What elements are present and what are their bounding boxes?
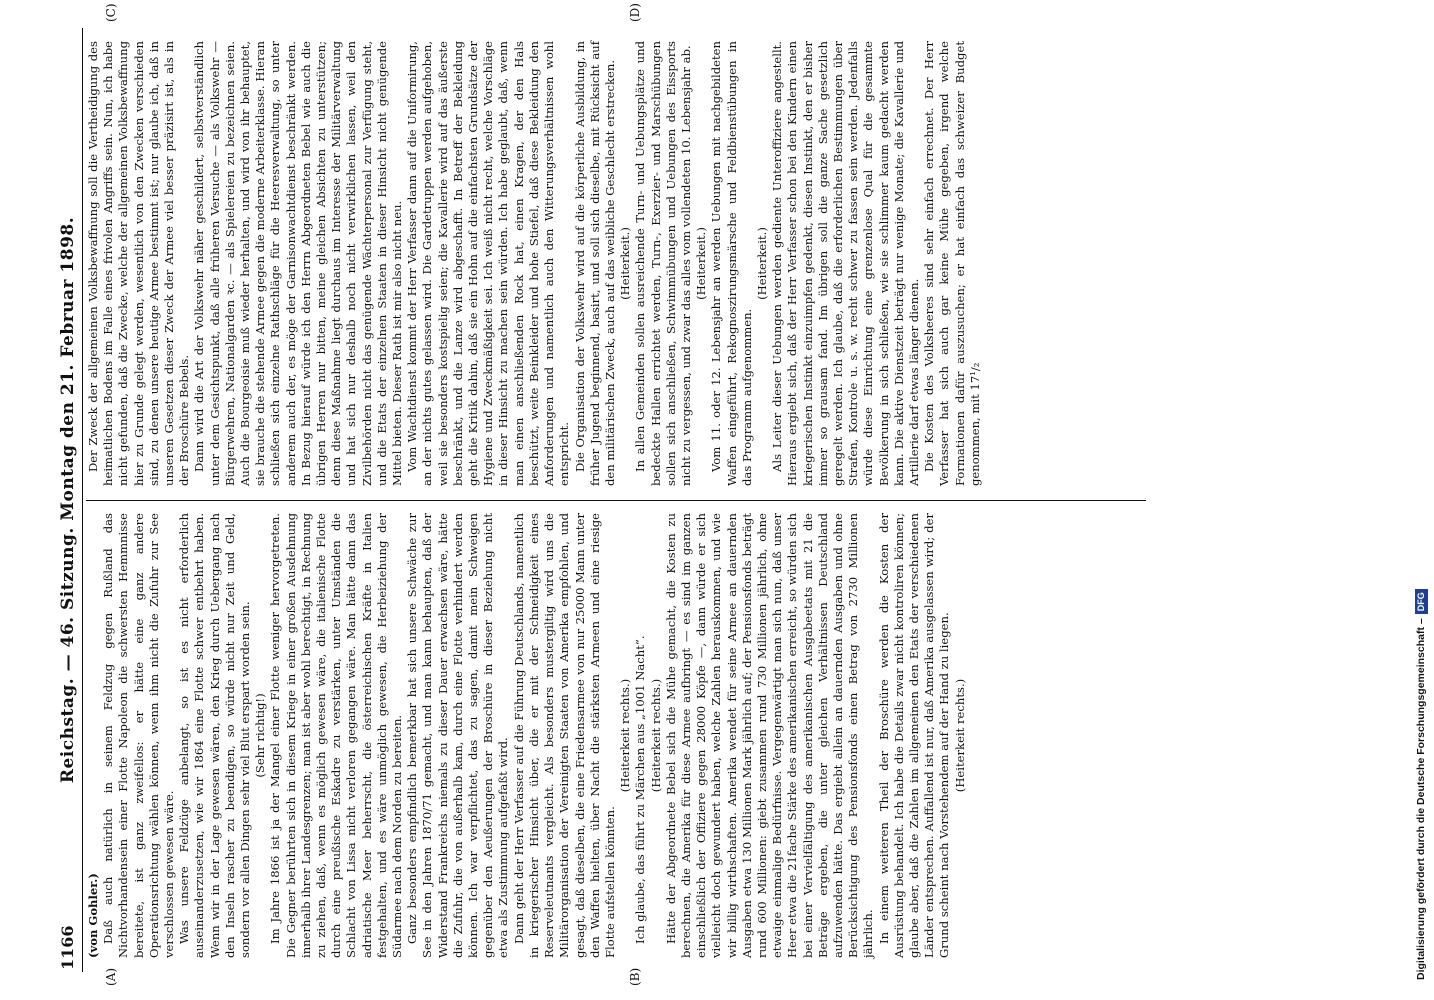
left-column	[86, 513, 968, 958]
paragraph: In einem weiteren Theil der Broschüre werden die Kosten der Ausrüstung behandelt. Ich habe die Details zwar nicht kontroliren können; glaube aber, daß die Zahlen im allgemeinen den Etats der verschiedenen Länder entsprechen. Auffallend ist nur, daß Amerika ausgelassen wird; der Grund scheint nach Vorstehendem auf der Hand zu liegen.	[876, 513, 952, 958]
paragraph: Daß auch natürlich in seinem Feldzug gegen Rußland das Nichtvorhandensein einer Flotte Napoleon die schwersten Hemmnisse bereitete, ist ganz zweifellos: er hätte eine ganz andere Operationsrichtung wählen können, wenn ihm nicht die Zufuhr zur See verschlossen gewesen wäre.	[101, 513, 177, 958]
paragraph: Im Jahre 1866 ist ja der Mangel einer Flotte weniger hervorgetreten. Die Gegner berührten sich in diesem Kriege in einer großen Ausdehnung innerhalb ihrer Landesgrenzen; man ist aber wohl berechtigt, in Rechnung zu ziehen, daß, wenn es möglich gewesen wäre, die italienische Flotte durch eine preußische Eskadre zu verstärken, unter Umständen die Schlacht von Lissa nicht verloren gegangen wäre. Man hätte dann das adriatische Meer beherrscht, die österreichischen Kräfte in Italien festgehalten, und es wäre unmöglich gewesen, die Herbeiziehung der Südarmee nach dem Norden zu bereiten.	[268, 513, 405, 958]
credit-text: Digitalisierung gefördert durch die Deutsche Forschungsgemeinschaft –	[1415, 618, 1427, 980]
paragraph: Die Organisation der Volkswehr wird auf die körperliche Ausbildung, in früher Jugend beginnend, basirt, und soll sich dieselbe, mit Rücksicht auf den militärischen Zweck, auch auf das weibliche Geschlecht erstrecken.	[572, 41, 617, 486]
paragraph: Was unsere Feldzüge anbelangt, so ist es nicht erforderlich auseinanderzusetzen, wie wir 1864 eine Flotte schwer entbehrt haben. Wenn wir in der Lage gewesen wären, den Krieg durch Uebergang nach den Inseln rascher zu beendigen, so würde nicht nur Zeit und Geld, sondern vor allen Dingen sehr viel Blut erspart worden sein.	[177, 513, 253, 958]
paragraph: Vom 11. oder 12. Lebensjahr an werden Uebungen mit nachgebildeten Waffen eingeführt, Rekognoszirungsmärsche und Feldbienstübungen in das Programm aufgenommen.	[709, 41, 754, 486]
paragraph: Hätte der Abgeordnete Bebel sich die Mühe gemacht, die Kosten zu berechnen, die Amerika für diese Armee aufbringt — es sind im ganzen einschließlich der Offiziere gegen 28000 Köpfe —, dann würde er sich vielleicht doch gewundert haben, welche Zahlen herauskommen, und wie wir billig wirthschaften. Amerika wendet für seine Armee an dauernden Ausgaben etwa 130 Millionen Mark jährlich auf; der Pensionsfonds beträgt rund 600 Millionen: giebt zusammen rund 730 Millionen jährlich, ohne etwaige einmalige Bedürfnisse. Vergegenwärtigt man sich nun, daß unser Heer etwa die 21fache Stärke des amerikanischen erreicht, so würden sich bei einer Vervielfältigung des amerikanischen Ausgabeetats mit 21 die Beträge ergeben, die unter gleichen Verhältnissen Deutschland aufzuwenden hätte. Das ergiebt allein an dauernden Ausgaben und ohne Berücksichtigung des Pensionsfonds einen Betrag von 2730 Millionen jährlich.	[663, 513, 876, 958]
margin-marker-b: (B)	[628, 967, 642, 986]
right-column	[86, 41, 983, 486]
dfg-logo: DFG	[1415, 589, 1428, 614]
paragraph: Vom Wachtdienst kommt der Herr Verfasser dann auf die Uniformirung, an der nichts gutes gelassen wird. Die Gardetruppen werden aufgehoben, weil sie besonders kostspielig seien; die Kavallerie wird auf das äußerste beschränkt, und die Lanze wird abgeschafft. In Betreff der Bekleidung geht die Kritik dahin, daß sie ein Hohn auf die einfachsten Grundsätze der Hygiene und Zweckmäßigkeit sei. Ich weiß nicht recht, welche Vorschläge in dieser Hinsicht zu machen sein würden. Ich habe geglaubt, daß, wenn man einen anschließenden Rock hat, einen Kragen, der den Hals beschützt, weite Beinkleider und hohe Stiefel, daß diese Bekleidung den Anforderungen und namentlich auch den Witterungsverhältnissen wohl entspricht.	[405, 41, 572, 486]
paragraph: Als Leiter dieser Uebungen werden gediente Unteroffiziere angestellt. Hieraus ergiebt sich, daß der Herr Verfasser schon bei den Kindern einen kriegerischen Instinkt einzuimpfen gedenkt, diesen Instinkt, den er bisher immer so grausam fand. Im übrigen soll die ganze Sache gesetzlich geregelt werden. Ich glaube, daß die erforderlichen Bestimmungen über Strafen, Kontrole u. s. w. recht schwer zu fassen sein werden. Jedenfalls würde diese Einrichtung eine grenzenlose Qual für die gesammte Bevölkerung in sich schließen, wie sie schlimmer kaum gedacht werden kann. Die aktive Dienstzeit beträgt nur wenige Monate; die Kavallerie und Artillerie darf etwas länger dienen.	[770, 41, 921, 486]
interjection: (Heiterkeit.)	[694, 227, 709, 300]
paragraph: Die Kosten des Volksheeres sind sehr einfach errechnet. Der Herr Verfasser hat sich auch gar keine Mühe gegeben, irgend welche Formationen dafür auszusuchen; er hat einfach das schweizer Budget genommen, mit 17¹/₂	[922, 41, 982, 486]
interjection: (Heiterkeit rechts.)	[618, 678, 633, 793]
header-rule	[82, 28, 83, 972]
paragraph: Ich glaube, das führt zu Märchen aus „1001 Nacht“.	[633, 635, 648, 944]
paragraph: Ganz besonders empfindlich bemerkbar hat sich unsere Schwäche zur See in den Jahren 1870/71 gemacht, und man kann behaupten, daß der Widerstand Frankreichs niemals zu dieser Dauer erwachsen wäre, hätte die Zufuhr, die von außerhalb kam, durch eine Flotte verhindert werden können. Ich war verpflichtet, das zu sagen, damit mein Schweigen gegenüber den Aeußerungen der Broschüre in dieser Beziehung nicht etwa als Zustimmung aufgefaßt wird.	[405, 513, 511, 958]
speaker-name: (von Gohler.)	[86, 873, 100, 958]
paragraph: Der Zweck der allgemeinen Volksbewaffnung soll die Vertheidigung des heimatlichen Bodens im Falle eines frivolen Angriffs sein. Nun, ich habe nicht gefunden, daß die Zwecke, welche der allgemeinen Volksbewaffnung hier zu Grunde gelegt werden, wesentlich von den Zwecken verschieden sind, zu denen unsere heutige Armee bestimmt ist; nur glaube ich, daß in unseren Gesetzen dieser Zweck der Armee viel besser präzisirt ist, als in der Broschüre Bebels.	[86, 41, 192, 486]
margin-marker-a: (A)	[104, 967, 118, 986]
paragraph: Dann geht der Herr Verfasser auf die Führung Deutschlands, namentlich in kriegerischer Hinsicht über, die er mit der Schneidigkeit eines Reserveleutnants vergleicht. Als besonders mustergiltig wird uns die Militärorganisation der Vereinigten Staaten von Amerika empfohlen, und gesagt, daß dieselben, die eine Friedensarmee von nur 25000 Mann unter den Waffen hielten, über Nacht die stärksten Armeen und eine riesige Flotte aufstellen könnten.	[511, 513, 617, 958]
interjection: (Sehr richtig!)	[253, 693, 268, 778]
page-number: 1166	[58, 925, 77, 970]
interjection: (Heiterkeit rechts.)	[648, 678, 663, 793]
header-title: Reichstag. — 46. Sitzung. Montag den 21. Februar 1898.	[58, 216, 78, 784]
sidebar-credit	[1408, 0, 1434, 1000]
interjection: (Heiterkeit rechts.)	[952, 678, 967, 793]
column-divider	[86, 500, 1146, 501]
paragraph: In allen Gemeinden sollen ausreichende Turn- und Uebungsplätze und bedeckte Hallen errichtet werden, Turn-, Exerzier- und Marschübungen sollen sich anschließen, Schwimmübungen und Uebungen des Eissports nicht zu vergessen, und zwar das alles vom vollendeten 10. Lebensjahr ab.	[633, 41, 693, 486]
interjection: (Heiterkeit.)	[754, 227, 769, 300]
interjection: (Heiterkeit.)	[618, 227, 633, 300]
margin-marker-d: (D)	[628, 3, 642, 22]
page-header	[58, 0, 78, 1000]
paragraph: Dann wird die Art der Volkswehr näher geschildert, selbstverständlich unter dem Gesichtspunkt, daß alle früheren Versuche — als Volkswehr — Bürgerwehren, Nationalgarden ꝛc. — als Spielereien zu bezeichnen seien. Auch die Bourgeoisie muß wieder herhalten, und wird von ihr behauptet, sie brauche die stehende Armee gegen die moderne Arbeiterklasse. Hieran schließen sich einzelne Rathschläge für die Heeresverwaltung, so unter anderem auch der, es möge der Garnisonwachtdienst beschränkt werden. In Bezug hierauf würde ich den Herrn Abgeordneten Bebel wie auch die übrigen Herren nur bitten, meine gleichen Absichten zu unterstützen; denn diese Maßnahme liegt durchaus im Interesse der Militärverwaltung und hat sich nur deshalb noch nicht verwirklichen lassen, weil den Zivilbehörden nicht das genügende Wächterpersonal zur Verfügung steht, und die Etats der einzelnen Staaten in dieser Hinsicht nicht genügende Mittel bieten. Dieser Rath ist mir also nicht neu.	[192, 41, 405, 486]
margin-marker-c: (C)	[104, 3, 118, 22]
